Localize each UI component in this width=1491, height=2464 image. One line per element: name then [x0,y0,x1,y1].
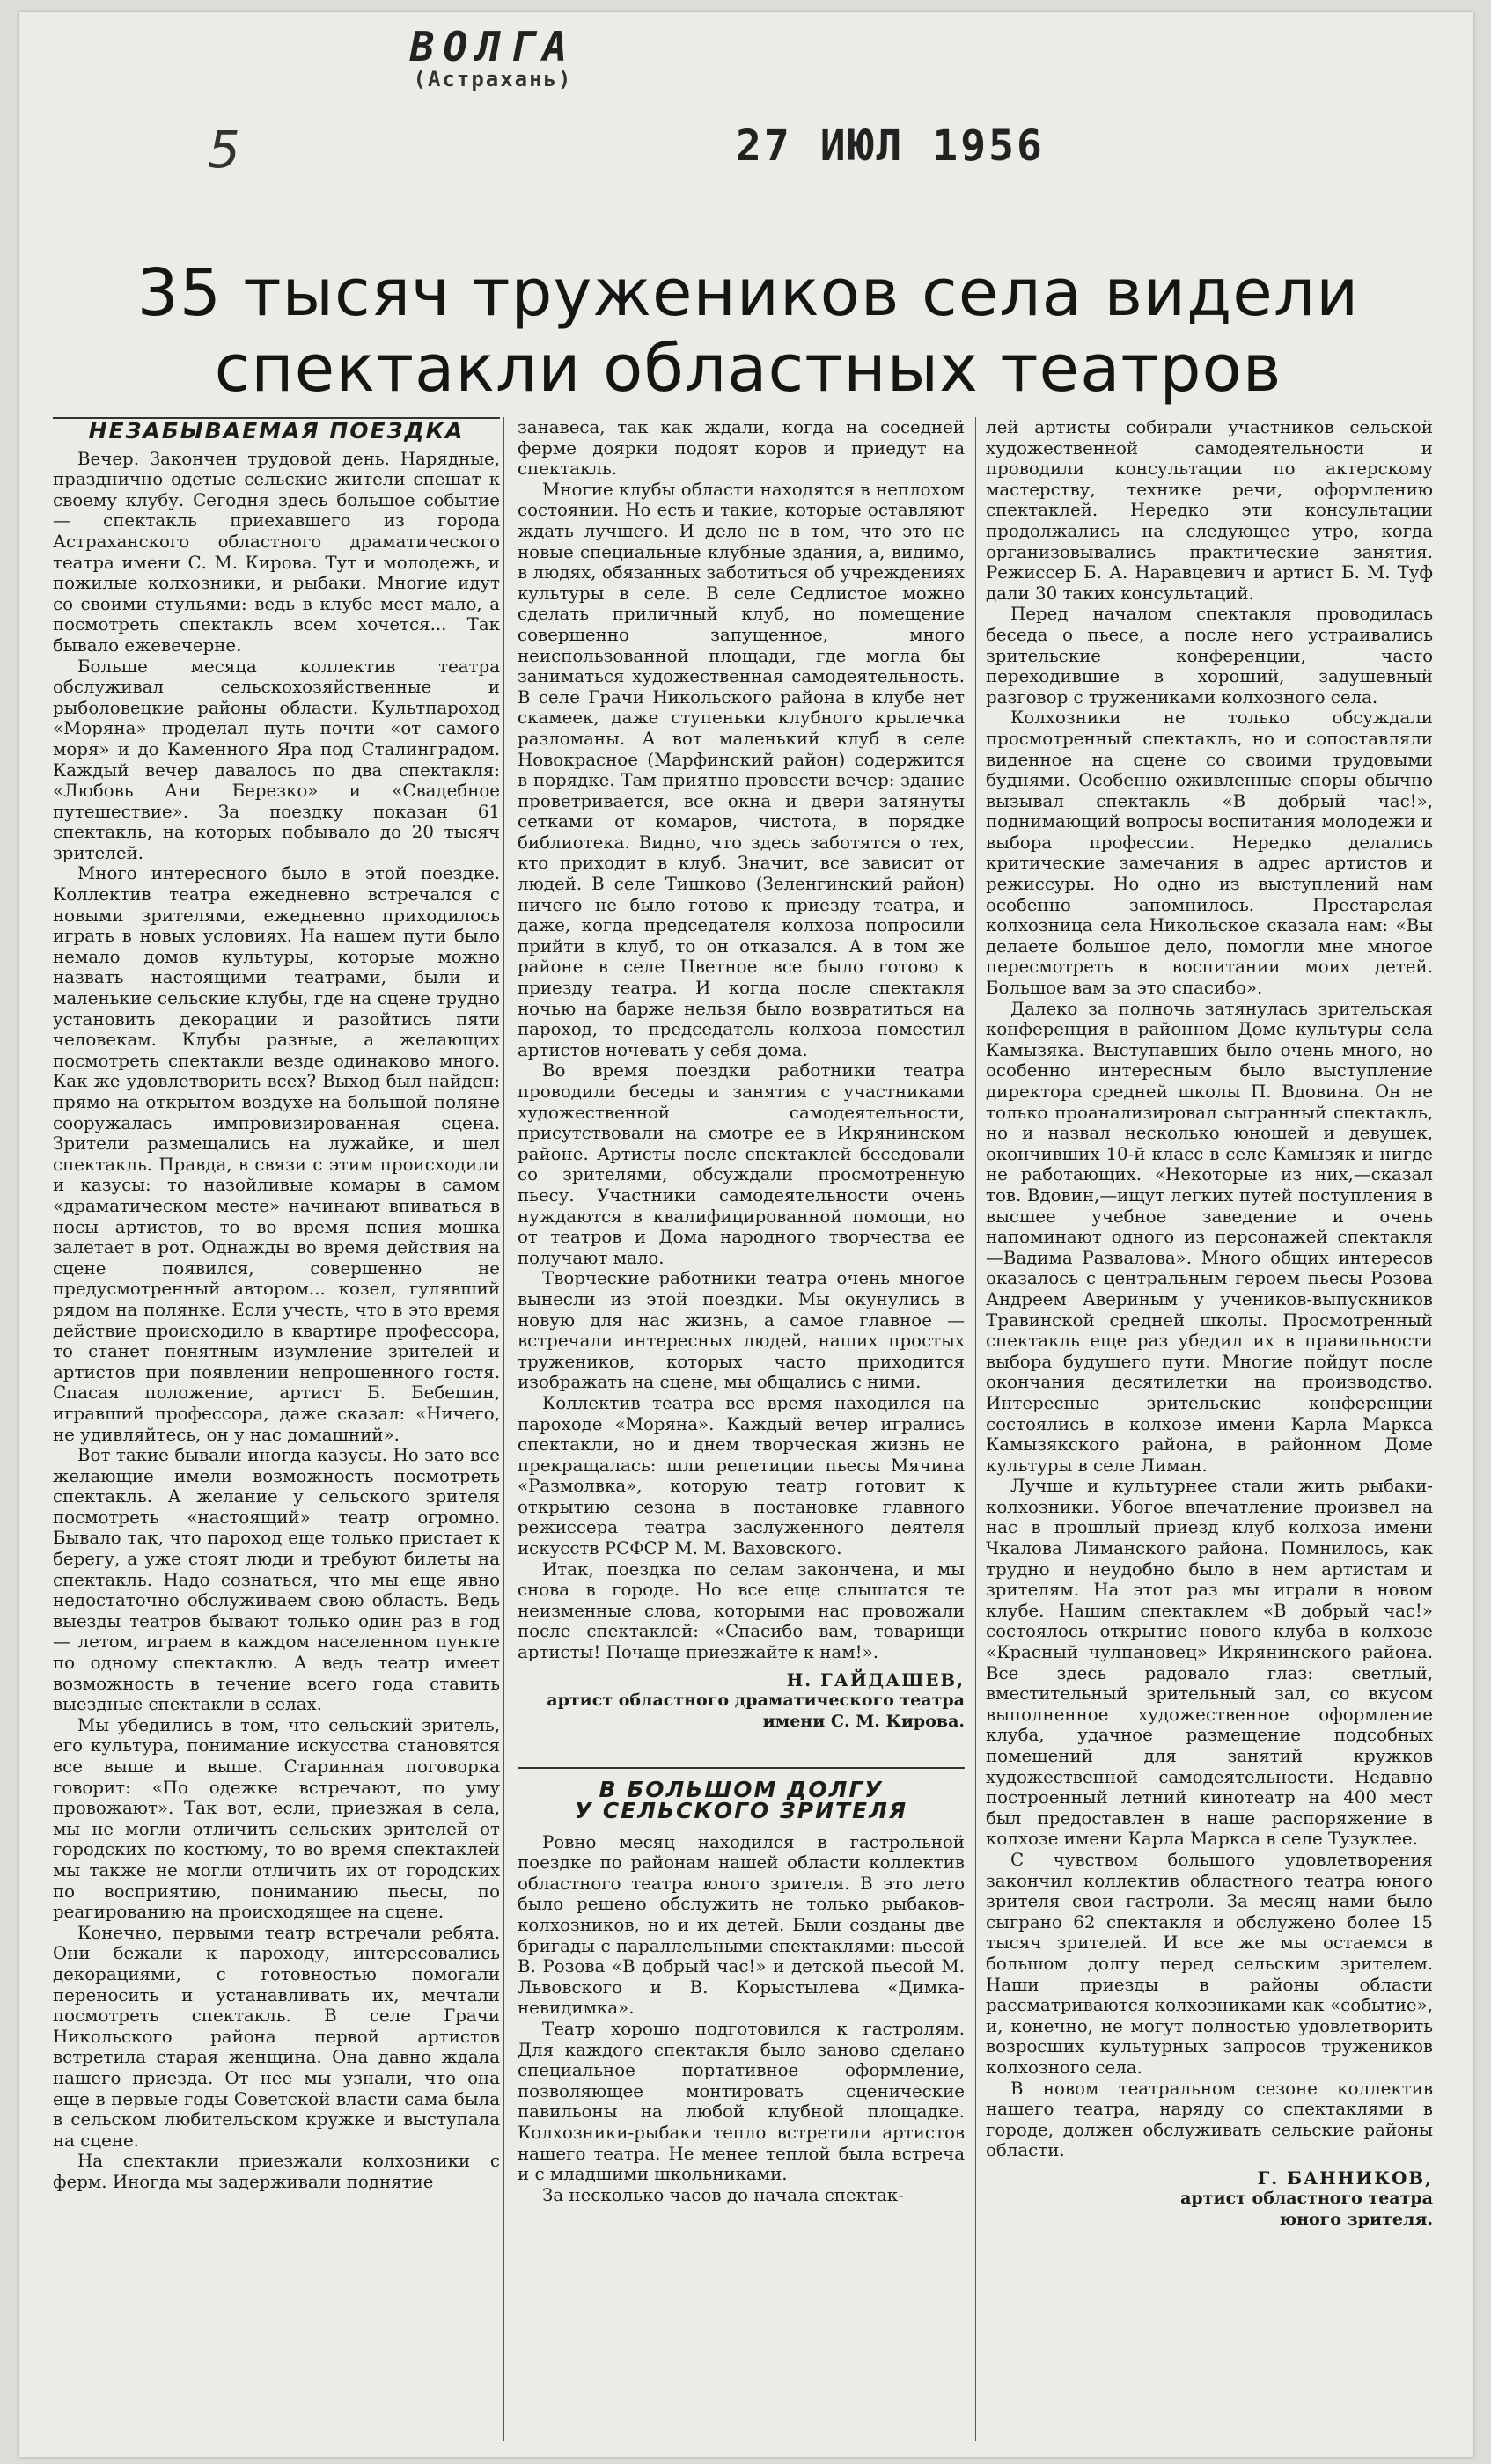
masthead [387,23,599,92]
page-number: 5 [208,120,240,180]
newspaper-city: (Астрахань) [413,67,573,92]
article2-signature [986,2168,1433,2231]
paragraph: Конечно, первыми театр встречали ребята. Они бежали к пароходу, интересовались декорациями, с готовностью помогали переносить и устанавливать их, мечтали посмотреть спектакль. В селе Грачи Никольского района первой артистов встретила старая женщина. Она давно ждала нашего приезда. От нее мы узнали, что она еще в первые годы Советской власти сама была в сельском любительском кружке и выступала на сцене. [53,1922,500,2151]
paragraph: Колхозники не только обсуждали просмотренный спектакль, но и сопоставляли виденное на сцене со своими трудовыми буднями. Особенно оживленные споры обычно вызывал спектакль «В добрый час!», поднимающий вопросы воспитания молодежи и выбора профессии. Нередко делались критические замечания в адрес артистов и режиссуры. Но одно из выступлений нам особенно запомнилось. Престарелая колхозница села Никольское сказала нам: «Вы делаете большое дело, помогли мне многое пересмотреть в воспитании моих детей. Большое вам за это спасибо». [986,708,1433,999]
paragraph: Коллектив театра все время находился на пароходе «Моряна». Каждый вечер игрались спектакли, но и днем творческая жизнь не прекращалась: шли репетиции пьесы Мячина «Размолвка», которую театр готовит к открытию сезона в постановке главного режиссера театра заслуженного деятеля искусств РСФСР М. М. Ваховского. [518,1392,965,1559]
column-3 [986,417,1433,2231]
article2-author: Г. БАННИКОВ, [1257,2167,1433,2189]
paragraph: Мы убедились в том, что сельский зритель, его культура, понимание искусства становятся все выше и выше. Старинная поговорка говорит: «По одежке встречают, по уму провожают». Так вот, если, приезжая в села, мы не могли отличить сельских зрителей от городских по костюму, то во время спектаклей мы также не могли отличить их от городских по восприятию, пониманию пьесы, по реагированию на происходящее на сцене. [53,1714,500,1923]
newspaper-name: ВОЛГА [409,23,577,70]
paragraph: Театр хорошо подготовился к гастролям. Для каждого спектакля было заново сделано специальное портативное оформление, позволяющее монтировать сценические павильоны на любой клубной площадке. Колхозники-рыбаки тепло встретили артистов нашего театра. Не менее теплой была встреча и с младшими школьниками. [518,2018,965,2185]
column-divider [503,417,504,2441]
headline [53,255,1443,407]
article2-author-position-2: юного зрителя. [1279,2210,1433,2230]
headline-line-2: спектакли областных театров [214,331,1282,407]
paragraph: Вот такие бывали иногда казусы. Но зато все желающие имели возможность посмотреть спектакль. А желание у сельского зрителя посмотреть «настоящий» театр огромно. Бывало так, что пароход еще только пристает к берегу, а уже стоят люди и требуют билеты на спектакль. Надо сознаться, что мы еще явно недостаточно обслуживаем свою область. Ведь выезды театров бывают только один раз в год — летом, играем в каждом населенном пункте по одному спектаклю. А ведь театр имеет возможность в течение всего года ставить выездные спектакли в селах. [53,1445,500,1715]
paragraph: лей артисты собирали участников сельской художественной самодеятельности и проводили консультации по актерскому мастерству, технике речи, оформлению спектаклей. Нередко эти консультации продолжались на следующее утро, когда организовывались практические занятия. Режиссер Б. А. Наравцевич и артист Б. М. Туф дали 30 таких консультаций. [986,417,1433,604]
column-1 [53,417,500,2192]
paragraph: Многие клубы области находятся в неплохом состоянии. Но есть и такие, которые оставляют ждать лучшего. И дело не в том, что это не новые специальные клубные здания, а, видимо, в людях, обязанных заботиться об учреждениях культуры в селе. В селе Седлистое можно сделать приличный клуб, но помещение совершенно запущенное, много неиспользованной площади, где могла бы заниматься художественная самодеятельность. В селе Грачи Никольского района в клубе нет скамеек, даже ступеньки клубного крылечка разломаны. А вот маленький клуб в селе Новокрасное (Марфинский район) содержится в порядке. Там приятно провести вечер: здание проветривается, все окна и двери затянуты сетками от комаров, чистота, в порядке библиотека. Видно, что здесь заботятся о тех, кто приходит в клуб. Значит, все зависит от людей. В селе Тишково (Зеленгинский район) ничего не было готово к приезду театра, и даже, когда председателя колхоза попросили прийти в клуб, то он отказался. А в том же районе в селе Цветное все было готово к приезду театра. И когда после спектакля ночью на барже нельзя было возвратиться на пароход, то председатель колхоза поместил артистов ночевать у себя дома. [518,479,965,1060]
paragraph: Вечер. Закончен трудовой день. Нарядные, празднично одетые сельские жители спешат к своему клубу. Сегодня здесь большое событие — спектакль приехавшего из города Астраханского областного драматического театра имени С. М. Кирова. Тут и молодежь, и пожилые колхозники, и рыбаки. Многие идут со своими стульями: ведь в клубе мест мало, а посмотреть спектакль всем хочется... Так бывало ежевечерне. [53,448,500,656]
paragraph: Далеко за полночь затянулась зрительская конференция в районном Доме культуры села Камызяка. Выступавших было очень много, но особенно интересным было выступление директора средней школы П. Вдовина. Он не только проанализировал сыгранный спектакль, но и назвал несколько юношей и девушек, окончивших 10-й класс в селе Камызяк и нигде не работающих. «Некоторые из них,—сказал тов. Вдовин,—ищут легких путей поступления в высшее учебное заведение и очень напоминают одного из персонажей спектакля—Вадима Развалова». Много общих интересов оказалось с центральным героем пьесы Розова Андреем Авериным у учеников-выпускников Травинской средней школы. Просмотренный спектакль еще раз убедил их в правильности выбора будущего пути. Многие пойдут после окончания десятилетки на производство. Интересные зрительские конференции состоялись в колхозе имени Карла Маркса Камызякского района, в районном Доме культуры в селе Лиман. [986,998,1433,1476]
column-divider [975,417,976,2441]
article2-subhead-1: В БОЛЬШОМ ДОЛГУ [518,1767,965,1800]
article2-author-position-1: артист областного театра [1180,2189,1433,2209]
paragraph: Творческие работники театра очень многое вынесли из этой поездки. Мы окунулись в новую для нас жизнь, а самое главное — встречали интересных людей, наших простых тружеников, которых часто приходится изображать на сцене, мы общались с ними. [518,1268,965,1393]
paragraph: В новом театральном сезоне коллектив нашего театра, наряду со спектаклями в городе, должен обслуживать сельские районы области. [986,2078,1433,2161]
paragraph: Много интересного было в этой поездке. Коллектив театра ежедневно встречался с новыми зрителями, ежедневно приходилось играть в новых условиях. На нашем пути было немало домов культуры, которые можно назвать настоящими театрами, были и маленькие сельские клубы, где на сцене трудно установить декорации и разойтись пяти человекам. Клубы разные, а желающих посмотреть спектакли везде одинаково много. Как же удовлетворить всех? Выход был найден: прямо на открытом воздухе на большой поляне сооружалась импровизированная сцена. Зрители размещались на лужайке, и шел спектакль. Правда, в связи с этим происходили и казусы: то назойливые комары в самом «драматическом месте» начинают впиваться в носы артистов, то во время пения мошка залетает в рот. Однажды во время действия на сцене появился, совершенно не предусмотренный автором... козел, гулявший рядом на полянке. Если учесть, что в это время действие происходило в квартире профессора, то станет понятным изумление зрителей и артистов при появлении непрошенного гостя. Спасая положение, артист Б. Бебешин, игравший профессора, даже сказал: «Ничего, не удивляйтесь, он у нас домашний». [53,863,500,1445]
paragraph: Больше месяца коллектив театра обслуживал сельскохозяйственные и рыболовецкие районы области. Культпароход «Моряна» проделал путь почти «от самого моря» и до Каменного Яра под Сталинградом. Каждый вечер давалось по два спектакля: «Любовь Ани Березко» и «Свадебное путешествие». За поездку показан 61 спектакль, на которых побывало до 20 тысяч зрителей. [53,656,500,863]
date-stamp: 27 ИЮЛ 1956 [736,121,1045,171]
article1-subhead: НЕЗАБЫВАЕМАЯ ПОЕЗДКА [88,418,465,444]
paragraph: Лучше и культурнее стали жить рыбаки-колхозники. Убогое впечатление произвел на нас в прошлый приезд клуб колхоза имени Чкалова Лиманского района. Помнилось, как трудно и неудобно было в нем артистам и зрителям. На этот раз мы играли в новом клубе. Нашим спектаклем «В добрый час!» состоялось открытие нового клуба в колхозе «Красный чулпановец» Икрянинского района. Все здесь радовало глаз: светлый, вместительный зрительный зал, со вкусом выполненное художественное оформление клуба, удачное размещение подсобных помещений для занятий кружков художественной самодеятельности. Недавно построенный летний кинотеатр на 400 мест был предоставлен в наше распоряжение в колхозе имени Карла Маркса в селе Тузуклее. [986,1476,1433,1850]
paragraph: занавеса, так как ждали, когда на соседней ферме доярки подоят коров и приедут на спектакль. [518,417,965,480]
paragraph: Перед началом спектакля проводилась беседа о пьесе, а после него устраивались зрительские конференции, часто переходившие в хороший, задушевный разговор с тружениками колхозного села. [986,604,1433,708]
paragraph: Ровно месяц находился в гастрольной поездке по районам нашей области коллектив областного театра юного зрителя. В это лето было решено обслужить не только рыбаков-колхозников, но и их детей. Были созданы две бригады с параллельными спектаклями: пьесой В. Розова «В добрый час!» и детской пьесой М. Львовского и В. Корыстылева «Димка-невидимка». [518,1831,965,2019]
column-2 [518,417,965,2205]
paragraph: С чувством большого удовлетворения закончил коллектив областного театра юного зрителя свои гастроли. За месяц нами было сыграно 62 спектакля и обслужено более 15 тысяч зрителей. И все же мы остаемся в большом долгу перед сельским зрителем. Наши приезды в районы области рассматриваются колхозниками как «событие», и, конечно, не могут полностью удовлетворить возросших культурных запросов тружеников колхозного села. [986,1849,1433,2078]
paragraph: Итак, поездка по селам закончена, и мы снова в городе. Но все еще слышатся те неизменные слова, которыми нас провожали после спектаклей: «Спасибо вам, товарищи артисты! Почаще приезжайте к нам!». [518,1558,965,1663]
headline-line-1: 35 тысяч тружеников села видели [136,255,1360,331]
article2-subhead-2: У СЕЛЬСКОГО ЗРИТЕЛЯ [574,1798,908,1823]
paragraph: Во время поездки работники театра проводили беседы и занятия с участниками художественной самодеятельности, присутствовали на смотре ее в Икрянинском районе. Артисты после спектаклей беседовали со зрителями, обсуждали просмотренную пьесу. Участники самодеятельности очень нуждаются в квалифицированной помощи, но от театров и Дома народного творчества ее получают мало. [518,1060,965,1268]
paragraph: За несколько часов до начала спектак- [542,2184,904,2205]
article1-signature [518,1670,965,1733]
article1-author: Н. ГАЙДАШЕВ, [786,1668,965,1690]
article1-author-position: артист областного драматического театра имени С. М. Кирова. [547,1690,965,1731]
paragraph: На спектакли приезжали колхозники с ферм. Иногда мы задерживали поднятие [53,2151,500,2192]
